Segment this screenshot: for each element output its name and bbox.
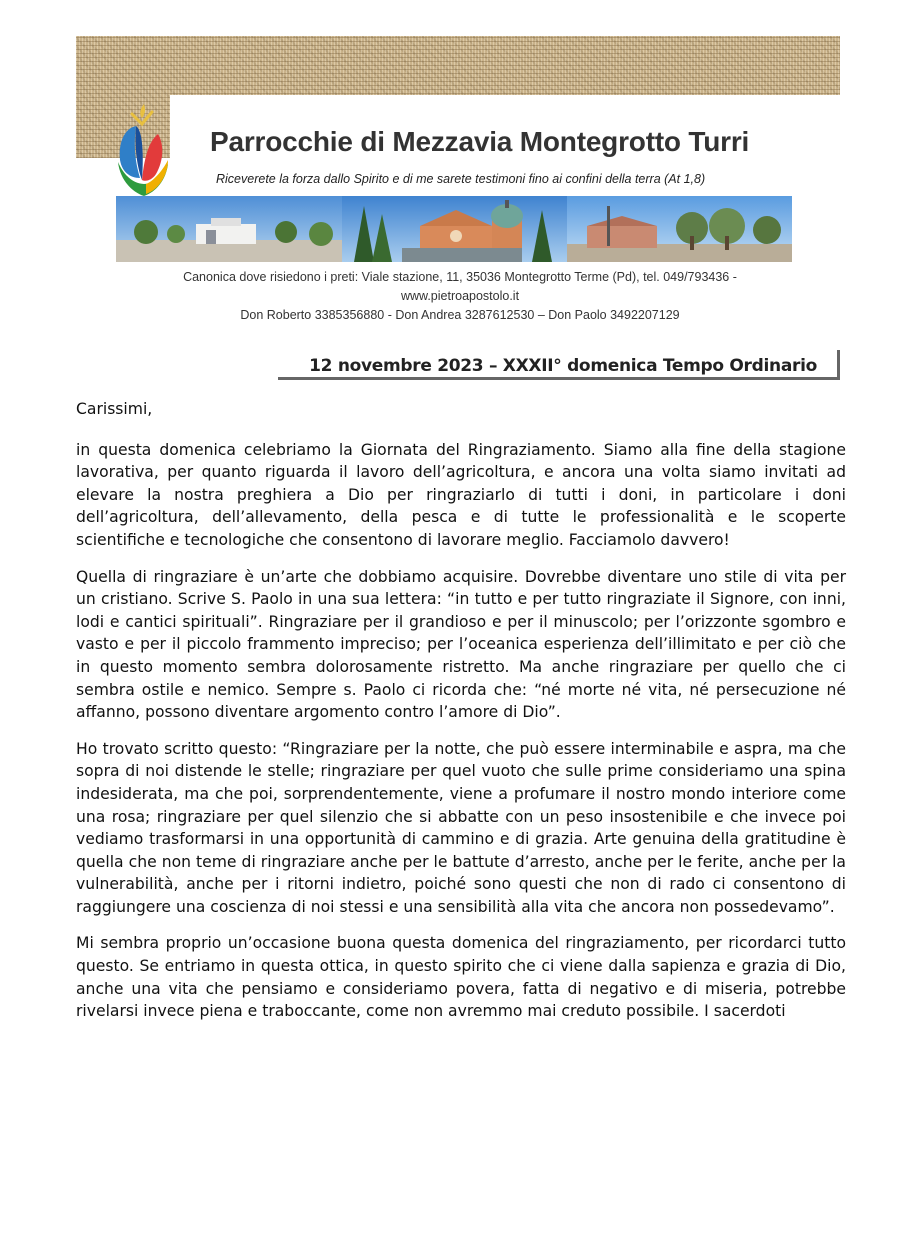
church-photo-strip xyxy=(116,196,792,262)
contact-website: www.pietroapostolo.it xyxy=(400,289,520,303)
parish-title: Parrocchie di Mezzavia Montegrotto Turri xyxy=(210,126,750,157)
letter-paragraph-4: Mi sembra proprio un’occasione buona questa domenica del ringraziamento, per ricordarci tutto questo. Se entriamo in questa ottica, in questo spirito che ci viene dalla sapienza e grazia di Dio, anche una vita che pensiamo e consideriamo povera, fatta di negativo e di miseria, potrebbe rivelarsi invece piena e traboccante, come non avremmo mai creduto possibile. I sacerdoti xyxy=(76,934,846,1021)
date-heading-box xyxy=(278,350,840,380)
church-photo-1 xyxy=(116,196,342,262)
letter-paragraph-2: Quella di ringraziare è un’arte che dobbiamo acquisire. Dovrebbe diventare uno stile di vita per un cristiano. Scrive S. Paolo in una sua lettera: “in tutto e per tutto ringraziate il Signore, con inni, lodi e cantici spirituali”. Ringraziare per il grandioso e per il minuscolo; per l’orizzonte sgombro e vasto e per il piccolo frammento impreciso; per l’oceanica esperienza dell’illimitato e per ciò che in questo momento sembra dolorosamente ristretto. Ma anche ringraziare per quello che ci sembra ostile e nemico. Sempre s. Paolo ci ricorda che: “né morte né vita, né persecuzione né affanno, possono diventare argomento contro l’amore di Dio”. xyxy=(76,567,846,722)
letter-body xyxy=(76,398,846,1037)
church-photo-3 xyxy=(567,196,792,262)
church-photo-2 xyxy=(342,196,567,262)
contact-priests: Don Roberto 3385356880 - Don Andrea 3287612530 – Don Paolo 3492207129 xyxy=(240,308,680,322)
parish-motto: Riceverete la forza dallo Spirito e di me sarete testimoni fino ai confini della terra (At 1,8) xyxy=(216,172,706,186)
letter-paragraph-1: in questa domenica celebriamo la Giornata del Ringraziamento. Siamo alla fine della stagione lavorativa, per quanto riguarda il lavoro dell’agricoltura, e ancora una volta siamo invitati ad elevare la nostra preghiera a Dio per ringraziarlo di tutti i doni, in particolare i doni dell’agricoltura, dell’allevamento, della pesca e di tutte le professionalità e le scoperte scientifiche e tecnologiche che consentono di lavorare meglio. Facciamolo davvero! xyxy=(76,440,846,549)
parish-logo-icon xyxy=(112,100,174,205)
contact-address: Canonica dove risiedono i preti: Viale stazione, 11, 35036 Montegrotto Terme (Pd), tel. 049/793436 - xyxy=(183,270,737,284)
letter-greeting: Carissimi, xyxy=(76,400,153,418)
letter-paragraph-3: Ho trovato scritto questo: “Ringraziare per la notte, che può essere interminabile e aspra, ma che sopra di noi distende le stelle; ringraziare per quel vuoto che sulle prime consideriamo una spina indesiderata, ma che poi, sorprendentemente, viene a profumare il nostro mondo interiore come una rosa; ringraziare per quel silenzio che si abbatte con un peso insostenibile e che invece poi vediamo trasformarsi in una opportunità di cammino e di grazia. Arte genuina della gratitudine è quella che non teme di ringraziare anche per le battute d’arresto, anche per le ferite, anche per la vulnerabilità, anche per i ritorni indietro, poiché sono questi che non di rado ci consentono di raggiungere una coscienza di noi stessi e una sensibilità alla vita che ancora non possedevamo”. xyxy=(76,739,846,916)
date-heading: 12 novembre 2023 – XXXII° domenica Tempo Ordinario xyxy=(309,356,817,376)
